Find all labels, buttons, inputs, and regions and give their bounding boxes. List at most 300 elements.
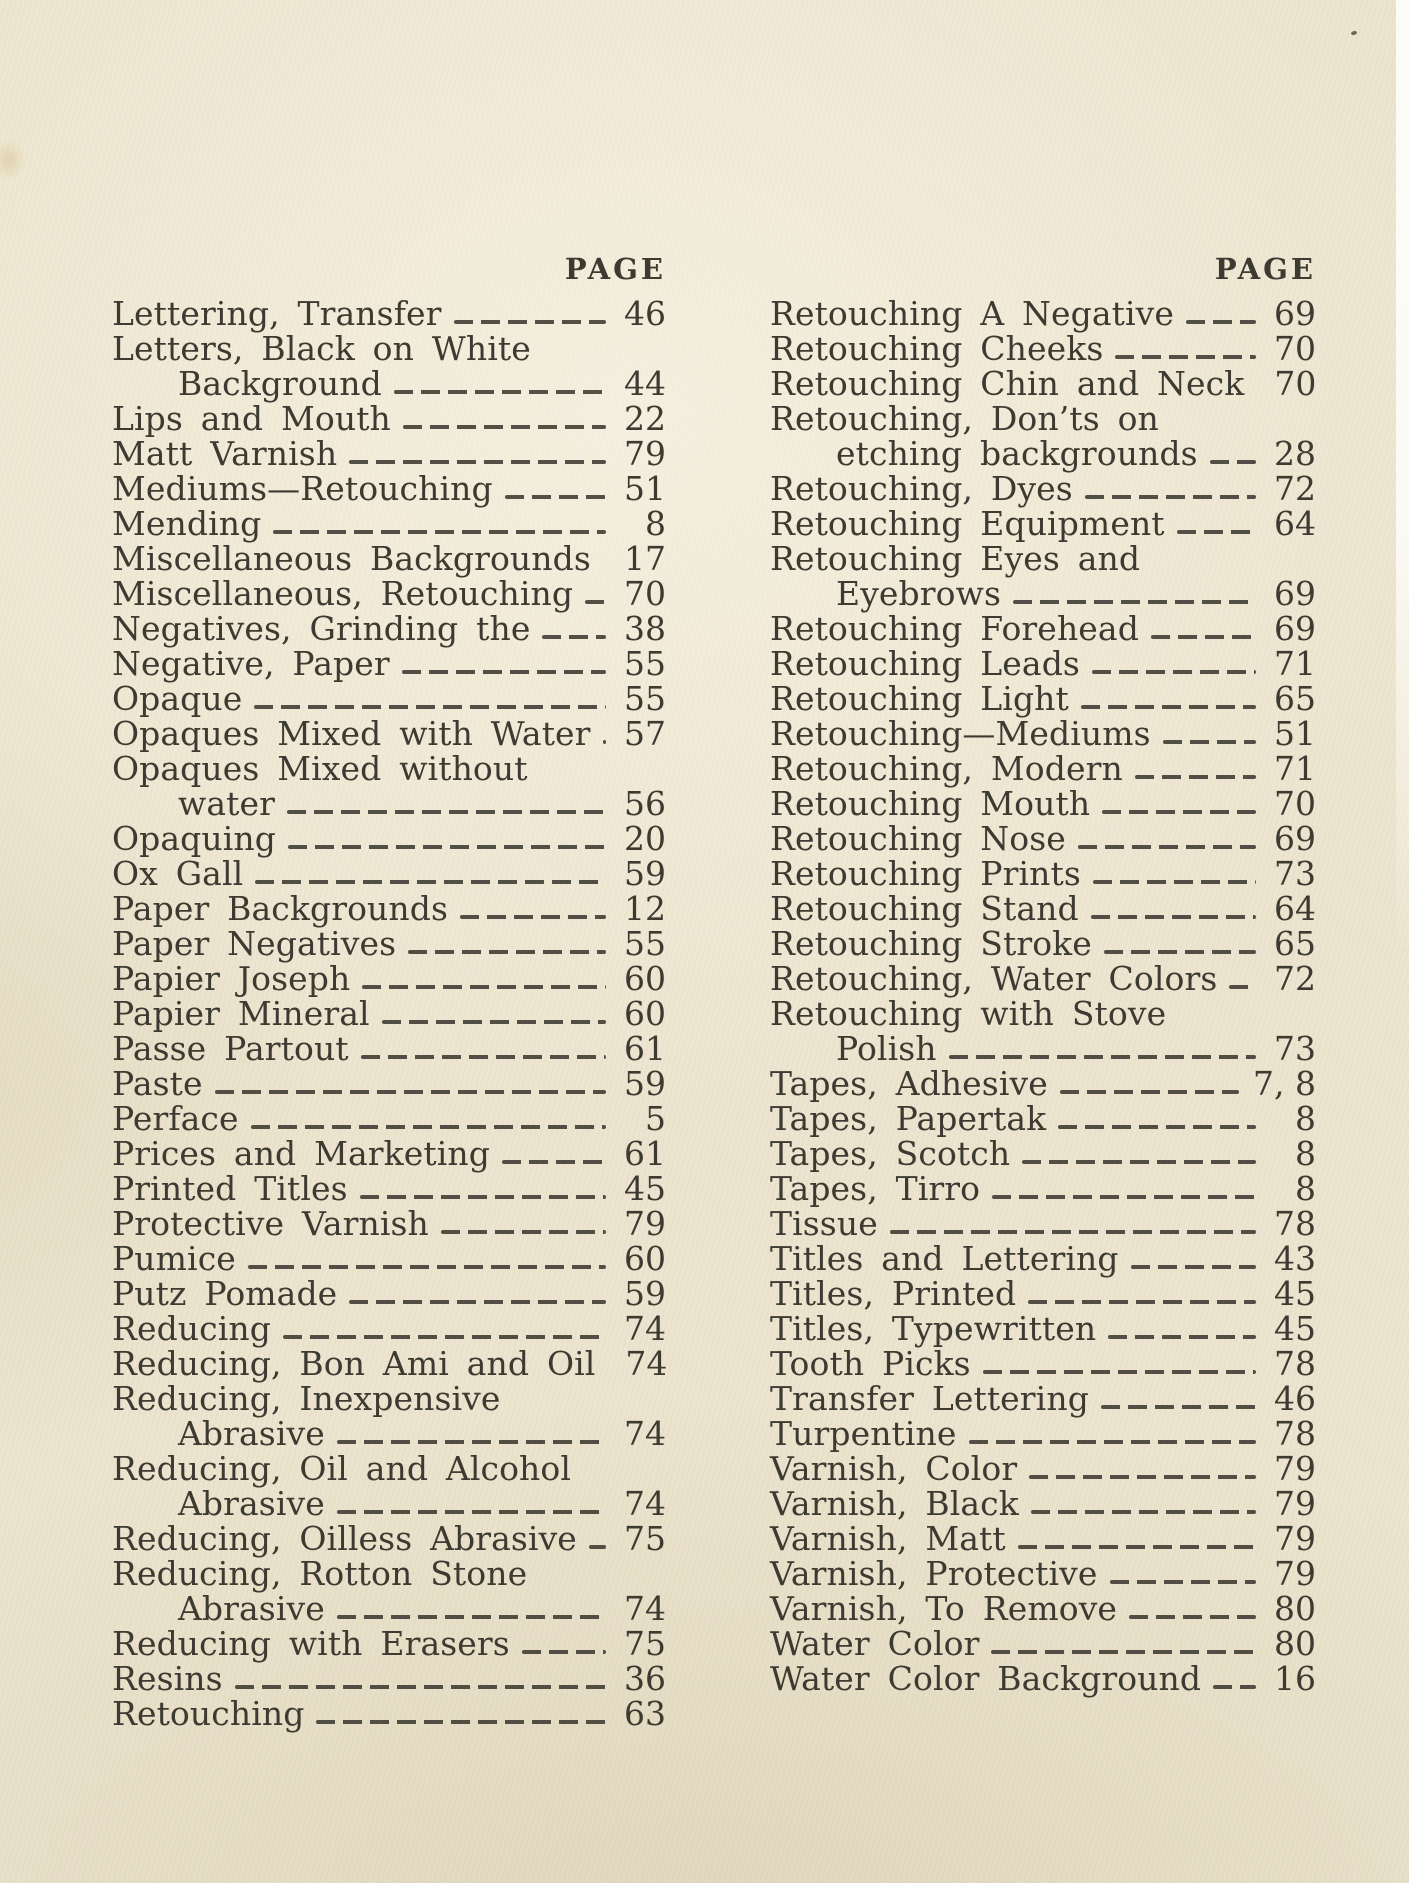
dash-leader — [1210, 460, 1256, 464]
index-entry — [770, 1521, 1316, 1556]
index-entry — [770, 821, 1316, 856]
index-entry — [112, 856, 666, 891]
index-entry — [770, 1661, 1316, 1696]
index-entry — [112, 751, 666, 786]
dash-leader — [1102, 810, 1256, 814]
entry-page-number: 55 — [624, 924, 666, 963]
index-entry — [770, 1626, 1316, 1661]
entry-page-number: 69 — [1274, 574, 1316, 613]
entry-title: Paste — [112, 1064, 203, 1103]
entry-title: Water Color — [770, 1624, 980, 1663]
entry-page-number: 51 — [624, 469, 666, 508]
index-entry — [112, 1031, 666, 1066]
index-entry — [112, 576, 666, 611]
index-entry — [112, 541, 666, 576]
entry-page-number: 74 — [624, 1589, 666, 1628]
index-entry — [112, 611, 666, 646]
index-entry — [112, 1661, 666, 1696]
entry-page-number: 8 — [1295, 1134, 1316, 1173]
entry-title: Retouching—Mediums — [770, 714, 1151, 753]
dash-leader — [969, 1440, 1256, 1444]
dash-leader — [1013, 600, 1256, 604]
entry-page-number: 36 — [624, 1659, 666, 1698]
dash-leader — [890, 1230, 1256, 1234]
entry-page-number: 60 — [624, 994, 666, 1033]
entry-page-number: 63 — [624, 1694, 666, 1733]
entry-page-number: 46 — [624, 294, 666, 333]
page-column-header-left: PAGE — [564, 252, 666, 286]
entry-page-number: 73 — [1274, 854, 1316, 893]
entry-page-number: 56 — [624, 784, 666, 823]
index-entry — [770, 716, 1316, 751]
dash-leader — [408, 950, 606, 954]
entry-title: Retouching, Modern — [770, 749, 1123, 788]
entry-page-number: 74 — [624, 1309, 666, 1348]
index-entry — [112, 1451, 666, 1486]
dash-leader — [949, 1055, 1256, 1059]
index-entry-continuation — [770, 436, 1316, 471]
entry-title: Negatives, Grinding the — [112, 609, 531, 648]
entry-title: Resins — [112, 1659, 223, 1698]
dash-leader — [603, 740, 606, 744]
dash-leader — [1022, 1160, 1256, 1164]
entry-page-number: 65 — [1274, 679, 1316, 718]
index-entry-continuation — [112, 1591, 666, 1626]
entry-title: Varnish, Color — [770, 1449, 1018, 1488]
entry-page-number: 79 — [624, 1204, 666, 1243]
index-entry — [770, 646, 1316, 681]
index-entry-continuation — [112, 1416, 666, 1451]
entry-page-number: 45 — [1274, 1274, 1316, 1313]
entry-title: Opaque — [112, 679, 243, 718]
dash-leader — [402, 670, 606, 674]
index-entry — [112, 1241, 666, 1276]
index-entry — [770, 506, 1316, 541]
entry-title: Retouching Forehead — [770, 609, 1139, 648]
dash-leader — [1091, 915, 1256, 919]
dash-leader — [248, 1265, 606, 1269]
index-entry — [112, 1206, 666, 1241]
entry-page-number: 12 — [624, 889, 666, 928]
dash-leader — [505, 495, 606, 499]
entry-title: Opaques Mixed with Water — [112, 714, 591, 753]
index-entry — [770, 891, 1316, 926]
dash-leader — [983, 1370, 1256, 1374]
index-entry — [112, 646, 666, 681]
entry-page-number: 8 — [645, 504, 666, 543]
entry-title: Abrasive — [178, 1484, 325, 1523]
dash-leader — [460, 915, 606, 919]
entry-title: Protective Varnish — [112, 1204, 429, 1243]
index-entry — [770, 786, 1316, 821]
entry-page-number: 69 — [1274, 819, 1316, 858]
entry-title: Reducing, Rotton Stone — [112, 1554, 528, 1593]
entry-page-number: 61 — [624, 1134, 666, 1173]
entry-title: Reducing — [112, 1309, 271, 1348]
dash-leader — [1110, 1580, 1257, 1584]
scan-page-edge-highlight — [1396, 0, 1409, 960]
index-entry — [112, 1066, 666, 1101]
dash-leader — [288, 845, 606, 849]
entry-title: Polish — [836, 1029, 937, 1068]
entry-title: Paper Negatives — [112, 924, 397, 963]
dash-leader — [1018, 1545, 1256, 1549]
entry-page-number: 69 — [1274, 609, 1316, 648]
entry-page-number: 43 — [1274, 1239, 1316, 1278]
dash-leader — [1163, 740, 1256, 744]
index-column-right — [770, 252, 1316, 1696]
dash-leader — [1177, 530, 1256, 534]
dash-leader — [1229, 985, 1256, 989]
entry-title: Pumice — [112, 1239, 236, 1278]
entry-page-number: 45 — [1274, 1309, 1316, 1348]
index-entry — [770, 1591, 1316, 1626]
entry-title: Miscellaneous Backgrounds — [112, 539, 591, 578]
dash-leader — [349, 1300, 606, 1304]
index-entry — [112, 436, 666, 471]
index-entry — [112, 1101, 666, 1136]
entry-page-number: 28 — [1274, 434, 1316, 473]
entry-page-number: 70 — [1274, 329, 1316, 368]
entry-title: Tissue — [770, 1204, 878, 1243]
dash-leader — [1186, 320, 1256, 324]
entry-page-number: 79 — [624, 434, 666, 473]
dash-leader — [235, 1685, 606, 1689]
index-entry — [770, 1486, 1316, 1521]
index-entry — [112, 891, 666, 926]
entry-page-number: 71 — [1274, 749, 1316, 788]
entry-page-number: 8 — [1295, 1099, 1316, 1138]
index-entry — [112, 506, 666, 541]
entry-page-number: 64 — [1274, 889, 1316, 928]
index-entry — [112, 1696, 666, 1731]
index-entry — [112, 1171, 666, 1206]
index-entry — [770, 961, 1316, 996]
index-entry — [770, 1346, 1316, 1381]
index-entry — [112, 331, 666, 366]
dash-leader — [1129, 1615, 1256, 1619]
dash-leader — [254, 705, 606, 709]
entry-title: Retouching A Negative — [770, 294, 1175, 333]
entry-title: Titles, Typewritten — [770, 1309, 1097, 1348]
entry-title: Abrasive — [178, 1414, 325, 1453]
entry-title: Reducing with Erasers — [112, 1624, 510, 1663]
dash-leader — [1151, 635, 1256, 639]
entry-title: Varnish, Protective — [770, 1554, 1098, 1593]
dash-leader — [1093, 880, 1256, 884]
index-entry — [770, 401, 1316, 436]
entry-title: Reducing, Oil and Alcohol — [112, 1449, 572, 1488]
index-entry — [770, 1206, 1316, 1241]
dash-leader — [251, 1125, 606, 1129]
index-entry-continuation — [112, 1486, 666, 1521]
index-entry — [112, 1346, 666, 1381]
entry-page-number: 16 — [1274, 1659, 1316, 1698]
entry-title: Retouching Mouth — [770, 784, 1091, 823]
dash-leader — [1135, 775, 1256, 779]
entry-page-number: 64 — [1274, 504, 1316, 543]
entry-page-number: 46 — [1274, 1379, 1316, 1418]
entry-title: Negative, Paper — [112, 644, 390, 683]
entry-page-number: 70 — [1274, 784, 1316, 823]
dash-leader — [589, 1545, 606, 1549]
entry-title: Turpentine — [770, 1414, 957, 1453]
entry-title: Papier Mineral — [112, 994, 370, 1033]
index-entry-continuation — [770, 576, 1316, 611]
dash-leader — [316, 1720, 606, 1724]
entry-page-number: 59 — [624, 1064, 666, 1103]
entry-title: Background — [178, 364, 382, 403]
index-entry — [770, 1066, 1316, 1101]
entry-page-number: 78 — [1274, 1204, 1316, 1243]
entry-title: water — [178, 784, 275, 823]
entry-page-number: 55 — [624, 679, 666, 718]
entry-title: Opaquing — [112, 819, 276, 858]
dash-leader — [1085, 495, 1256, 499]
entry-title: Retouching with Stove — [770, 994, 1167, 1033]
index-entry — [112, 1136, 666, 1171]
dash-leader — [337, 1615, 606, 1619]
index-entry — [770, 751, 1316, 786]
index-column-left — [112, 252, 666, 1731]
entry-title: Tapes, Scotch — [770, 1134, 1011, 1173]
entry-title: Tapes, Tirro — [770, 1169, 981, 1208]
entry-page-number: 79 — [1274, 1554, 1316, 1593]
scan-speck — [1351, 30, 1358, 35]
index-entry — [112, 926, 666, 961]
entry-title: Tapes, Papertak — [770, 1099, 1047, 1138]
entry-title: Tooth Picks — [770, 1344, 971, 1383]
index-entry — [770, 1451, 1316, 1486]
dash-leader — [1028, 1300, 1256, 1304]
index-entry — [112, 1521, 666, 1556]
entry-page-number: 51 — [1274, 714, 1316, 753]
dash-leader — [1092, 670, 1256, 674]
entry-title: Retouching Stand — [770, 889, 1079, 928]
index-entry — [770, 926, 1316, 961]
index-entry — [112, 1381, 666, 1416]
dash-leader — [382, 1020, 606, 1024]
entry-title: Reducing, Oilless Abrasive — [112, 1519, 577, 1558]
dash-leader — [454, 320, 606, 324]
entry-title: Varnish, Matt — [770, 1519, 1006, 1558]
entry-page-number: 60 — [624, 959, 666, 998]
index-entry — [770, 1416, 1316, 1451]
entry-page-number: 57 — [624, 714, 666, 753]
index-entry — [770, 611, 1316, 646]
entry-title: Retouching Cheeks — [770, 329, 1104, 368]
dash-leader — [403, 425, 606, 429]
entry-page-number: 80 — [1274, 1624, 1316, 1663]
entry-title: Retouching Light — [770, 679, 1069, 718]
entry-page-number: 79 — [1274, 1484, 1316, 1523]
entry-title: Retouching Eyes and — [770, 539, 1141, 578]
entry-page-number: 60 — [624, 1239, 666, 1278]
entry-title: etching backgrounds — [836, 434, 1198, 473]
dash-leader — [1104, 950, 1256, 954]
index-entry — [770, 1381, 1316, 1416]
dash-leader — [542, 635, 606, 639]
dash-leader — [502, 1160, 606, 1164]
entry-page-number: 75 — [624, 1624, 666, 1663]
index-entry-continuation — [770, 1031, 1316, 1066]
entry-title: Perface — [112, 1099, 239, 1138]
entry-page-number: 69 — [1274, 294, 1316, 333]
index-entry — [770, 1556, 1316, 1591]
entry-title: Varnish, To Remove — [770, 1589, 1118, 1628]
entry-page-number: 74 — [625, 1344, 668, 1383]
index-entry — [112, 401, 666, 436]
index-entry — [112, 1626, 666, 1661]
dash-leader — [361, 1055, 606, 1059]
entry-page-number: 59 — [624, 1274, 666, 1313]
entry-page-number: 72 — [1274, 469, 1316, 508]
entry-page-number: 55 — [624, 644, 666, 683]
index-entry — [770, 1101, 1316, 1136]
entry-title: Titles, Printed — [770, 1274, 1017, 1313]
entry-page-number: 79 — [1274, 1519, 1316, 1558]
dash-leader — [1131, 1265, 1256, 1269]
index-entry — [112, 1276, 666, 1311]
entry-page-number: 17 — [624, 539, 666, 578]
index-entry — [112, 1311, 666, 1346]
entry-title: Mending — [112, 504, 262, 543]
page-column-header-right: PAGE — [1214, 252, 1316, 286]
entry-title: Mediums—Retouching — [112, 469, 493, 508]
entry-page-number: 70 — [1274, 364, 1317, 403]
entry-title: Retouching, Don’ts on — [770, 399, 1159, 438]
dash-leader — [991, 1650, 1256, 1654]
dash-leader — [255, 880, 606, 884]
dash-leader — [992, 1195, 1256, 1199]
dash-leader — [283, 1335, 606, 1339]
entry-page-number: 74 — [624, 1484, 666, 1523]
index-entry — [112, 821, 666, 856]
entry-page-number: 20 — [624, 819, 666, 858]
entry-page-number: 75 — [624, 1519, 666, 1558]
index-entry — [770, 681, 1316, 716]
index-entry-continuation — [112, 366, 666, 401]
index-entry — [112, 681, 666, 716]
entry-page-number: 78 — [1274, 1414, 1316, 1453]
entry-title: Eyebrows — [836, 574, 1002, 613]
entry-page-number: 44 — [624, 364, 666, 403]
entry-page-number: 5 — [645, 1099, 666, 1138]
dash-leader — [215, 1090, 606, 1094]
entry-title: Ox Gall — [112, 854, 244, 893]
entry-title: Varnish, Black — [770, 1484, 1019, 1523]
entry-title: Water Color Background — [770, 1659, 1202, 1698]
dash-leader — [1060, 1090, 1239, 1094]
entry-page-number: 61 — [624, 1029, 666, 1068]
dash-leader — [1078, 845, 1256, 849]
entry-page-number: 79 — [1274, 1449, 1316, 1488]
entry-page-number: 70 — [624, 574, 666, 613]
entry-page-number: 65 — [1274, 924, 1316, 963]
entry-title: Letters, Black on White — [112, 329, 531, 368]
index-entry — [770, 1241, 1316, 1276]
entry-title: Transfer Lettering — [770, 1379, 1089, 1418]
entry-title: Matt Varnish — [112, 434, 338, 473]
dash-leader — [1031, 1510, 1256, 1514]
entry-page-number: 71 — [1274, 644, 1316, 683]
entry-title: Abrasive — [178, 1589, 325, 1628]
entry-page-number: 72 — [1274, 959, 1316, 998]
entry-title: Lettering, Transfer — [112, 294, 442, 333]
entry-title: Reducing, Inexpensive — [112, 1379, 501, 1418]
dash-leader — [1058, 1125, 1256, 1129]
index-entry — [112, 471, 666, 506]
entry-page-number: 74 — [624, 1414, 666, 1453]
entry-title: Retouching Nose — [770, 819, 1066, 858]
entry-page-number: 22 — [624, 399, 666, 438]
entry-page-number: 80 — [1274, 1589, 1316, 1628]
index-entry — [770, 366, 1316, 401]
dash-leader — [522, 1650, 606, 1654]
dash-leader — [394, 390, 606, 394]
paper-stain — [0, 132, 32, 188]
dash-leader — [360, 1195, 606, 1199]
dash-leader — [1115, 355, 1256, 359]
entry-title: Papier Joseph — [112, 959, 351, 998]
index-entry-continuation — [112, 786, 666, 821]
entry-page-number: 38 — [624, 609, 666, 648]
entry-page-number: 73 — [1274, 1029, 1316, 1068]
entry-page-number: 78 — [1274, 1344, 1316, 1383]
entry-title: Reducing, Bon Ami and Oil — [112, 1344, 596, 1383]
dash-leader — [1108, 1335, 1256, 1339]
entry-title: Retouching Stroke — [770, 924, 1092, 963]
dash-leader — [1101, 1405, 1256, 1409]
index-entry — [112, 996, 666, 1031]
entry-title: Retouching, Dyes — [770, 469, 1073, 508]
entry-page-number: 7, 8 — [1253, 1064, 1316, 1103]
index-entry — [112, 296, 666, 331]
entry-title: Titles and Lettering — [770, 1239, 1119, 1278]
dash-leader — [585, 600, 606, 604]
entry-title: Retouching Prints — [770, 854, 1081, 893]
entry-page-number: 8 — [1295, 1169, 1316, 1208]
entry-title: Putz Pomade — [112, 1274, 338, 1313]
entry-title: Tapes, Adhesive — [770, 1064, 1048, 1103]
dash-leader — [337, 1510, 606, 1514]
index-entry — [770, 1311, 1316, 1346]
index-entry — [770, 1171, 1316, 1206]
index-entry — [112, 961, 666, 996]
entry-title: Lips and Mouth — [112, 399, 391, 438]
dash-leader — [349, 460, 606, 464]
index-entry — [770, 1136, 1316, 1171]
entry-title: Retouching, Water Colors — [770, 959, 1218, 998]
dash-leader — [1213, 1685, 1256, 1689]
index-entry — [770, 541, 1316, 576]
index-entry — [770, 856, 1316, 891]
dash-leader — [362, 985, 606, 989]
entry-page-number: 59 — [624, 854, 666, 893]
index-entry — [770, 996, 1316, 1031]
dash-leader — [273, 530, 606, 534]
entry-title: Miscellaneous, Retouching — [112, 574, 574, 613]
index-entry — [770, 331, 1316, 366]
index-entry — [112, 1556, 666, 1591]
index-entry — [770, 296, 1316, 331]
entry-title: Opaques Mixed without — [112, 749, 528, 788]
index-entry — [112, 716, 666, 751]
dash-leader — [1081, 705, 1256, 709]
entry-title: Retouching Leads — [770, 644, 1080, 683]
entry-title: Retouching Chin and Neck — [770, 364, 1245, 403]
entry-title: Prices and Marketing — [112, 1134, 490, 1173]
